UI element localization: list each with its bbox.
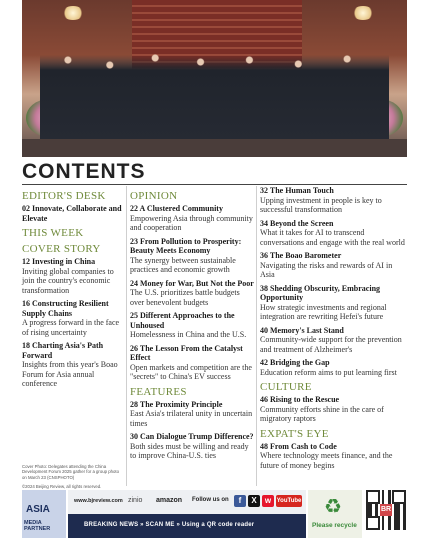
section-heading: FEATURES [130,385,187,398]
toc-entry[interactable] [130,204,254,233]
toc-entry-title: 18 Charting Asia's Path Forward [22,341,104,360]
section-heading: EDITOR'S DESK [22,190,106,202]
toc-entry-description: Both sides must be willing and ready to improve China-U.S. ties [130,441,249,460]
amazon-link[interactable]: amazon [156,497,183,504]
toc-entry[interactable] [260,219,407,248]
toc-entry[interactable] [260,326,407,355]
toc-entry-description: Inviting global companies to join the country's economic transformation [22,266,114,295]
toc-entry[interactable] [260,358,407,377]
toc-entry[interactable] [260,251,407,280]
toc-entry-title: 24 Money for War, But Not the Poor [130,278,254,288]
toc-entry-description: A progress forward in the face of rising uncertainty [22,318,120,337]
copyright: ©2024 Beijing Review, all rights reserved. [22,484,102,489]
breaking-news-text: BREAKING NEWS » SCAN ME » Using a QR code reader [84,522,255,528]
toc-entry-description: The U.S. prioritizes battle budgets over benevolent budgets [130,288,240,307]
toc-entry-description: Community efforts shine in the care of migratory raptors [260,404,384,423]
toc-entry-description: How strategic investments and regional integration are rewriting Hefei's future [260,302,387,321]
toc-entry-title: 36 The Boao Barometer [260,251,342,260]
chandelier-icon [62,6,84,20]
chandelier-icon [352,6,374,20]
toc-entry-title: 30 Can Dialogue Trump Difference? [130,432,254,441]
toc-entry-description: Homelessness in China and the U.S. [130,330,247,339]
toc-entry[interactable] [130,311,254,340]
column-3 [260,186,407,474]
toc-entry-description: The synergy between sustainable practices and economic growth [130,255,236,274]
links-bar [68,490,306,514]
footer [22,490,407,560]
toc-entry-title: 23 From Pollution to Prosperity: Beauty Meets Economy [130,236,242,255]
toc-entry-title: 32 The Human Touch [260,186,334,195]
toc-entry[interactable] [22,257,124,295]
zinio-link[interactable]: zinio [128,497,143,504]
qr-finder [366,516,380,530]
title-rule [22,184,407,185]
toc-entry[interactable] [22,341,124,389]
group-of-delegates [40,40,389,140]
toc-entry-description: Open markets and competition are the "secrets" to China's EV success [130,362,252,381]
toc-entry-title: 02 Innovate, Collaborate and Elevate [22,204,122,223]
column-divider [256,186,257,486]
toc-entry-description: Navigating the risks and rewards of AI in Asia [260,260,393,279]
toc-entry-title: 34 Beyond the Screen [260,218,334,228]
toc-entry-title: 46 Rising to the Rescue [260,395,340,404]
toc-entry-title: 22 A Clustered Community [130,204,223,213]
toc-entry[interactable] [260,186,407,215]
section-heading: THIS WEEK [22,227,84,239]
media-partner-logo [22,490,66,538]
cover-photo [22,0,407,157]
toc-entry-description: Empowering Asia through community and cooperation [130,213,253,232]
toc-entry-description: East Asia's trilateral unity in uncertain times [130,409,253,428]
qr-finder [366,490,380,504]
toc-entry[interactable] [130,344,254,382]
section-heading: EXPAT'S EYE [260,427,329,440]
section-heading: CULTURE [260,381,312,393]
toc-entry-description: Upping investment in people is key to successful transformation [260,195,382,214]
facebook-icon[interactable]: f [234,495,246,507]
toc-entry[interactable] [130,279,254,308]
x-icon[interactable]: X [248,495,260,507]
qr-finder [392,490,406,504]
qr-code[interactable] [366,490,406,530]
toc-entry-description: Where technology meets finance, and the future of money begins [260,451,393,470]
section-heading: COVER STORY [22,243,101,255]
toc-entry[interactable] [260,284,407,322]
toc-entry-title: 26 The Lesson From the Catalyst Effect [130,343,243,362]
toc-entry[interactable] [130,400,254,429]
toc-entry[interactable] [260,395,407,424]
floor [22,139,407,157]
weibo-icon[interactable]: w [262,495,274,507]
toc-entry-description: Insights from this year's Boao Forum for Asia annual conference [22,360,118,388]
toc-entry-title: 48 From Cash to Code [260,441,337,451]
page-title: CONTENTS [22,160,146,183]
toc-entry-title: 38 Shedding Obscurity, Embracing Opportunity [260,283,381,302]
media-partner-label: MEDIA PARTNER [24,520,51,532]
toc-entry-description: Education reform aims to put learning first [260,367,397,377]
toc-entry[interactable] [260,442,407,471]
toc-entry[interactable] [22,204,124,223]
photo-caption: Cover Photo: Delegates attending the China Development Forum 2025 gather for a group photo on March 23 (CNSPHOTO) [22,464,119,480]
section-heading: OPINION [130,190,178,202]
toc-entry-title: 25 Different Approaches to the Unhoused [130,311,235,330]
follow-label: Follow us on [192,497,229,503]
asia-logo: ASIA [26,504,50,515]
toc-entry[interactable] [22,299,124,337]
column-2 [130,186,254,465]
toc-entry-title: 40 Memory's Last Stand [260,325,344,335]
toc-entry-description: What it takes for AI to transcend conversations and engage with the real world [260,228,405,247]
column-1 [22,186,124,393]
youtube-icon[interactable]: YouTube [276,495,302,507]
recycle-label: Please recycle [312,522,357,529]
breaking-news-bar [68,514,306,538]
toc-entry-title: 42 Bridging the Gap [260,358,330,367]
website-link[interactable]: www.bjreview.com [74,498,123,504]
toc-entry-description: Community-wide support for the prevention and treatment of Alzheimer's [260,335,402,354]
recycle-box [308,490,362,538]
toc-entry-title: 12 Investing in China [22,257,96,266]
toc-entry-title: 16 Constructing Resilient Supply Chains [22,299,109,318]
toc-entry-title: 28 The Proximity Principle [130,399,223,409]
toc-entry[interactable] [130,432,254,461]
br-badge: BR [380,504,392,516]
recycle-icon: ♻ [324,494,342,518]
toc-entry[interactable] [130,237,254,275]
column-divider [126,186,127,486]
